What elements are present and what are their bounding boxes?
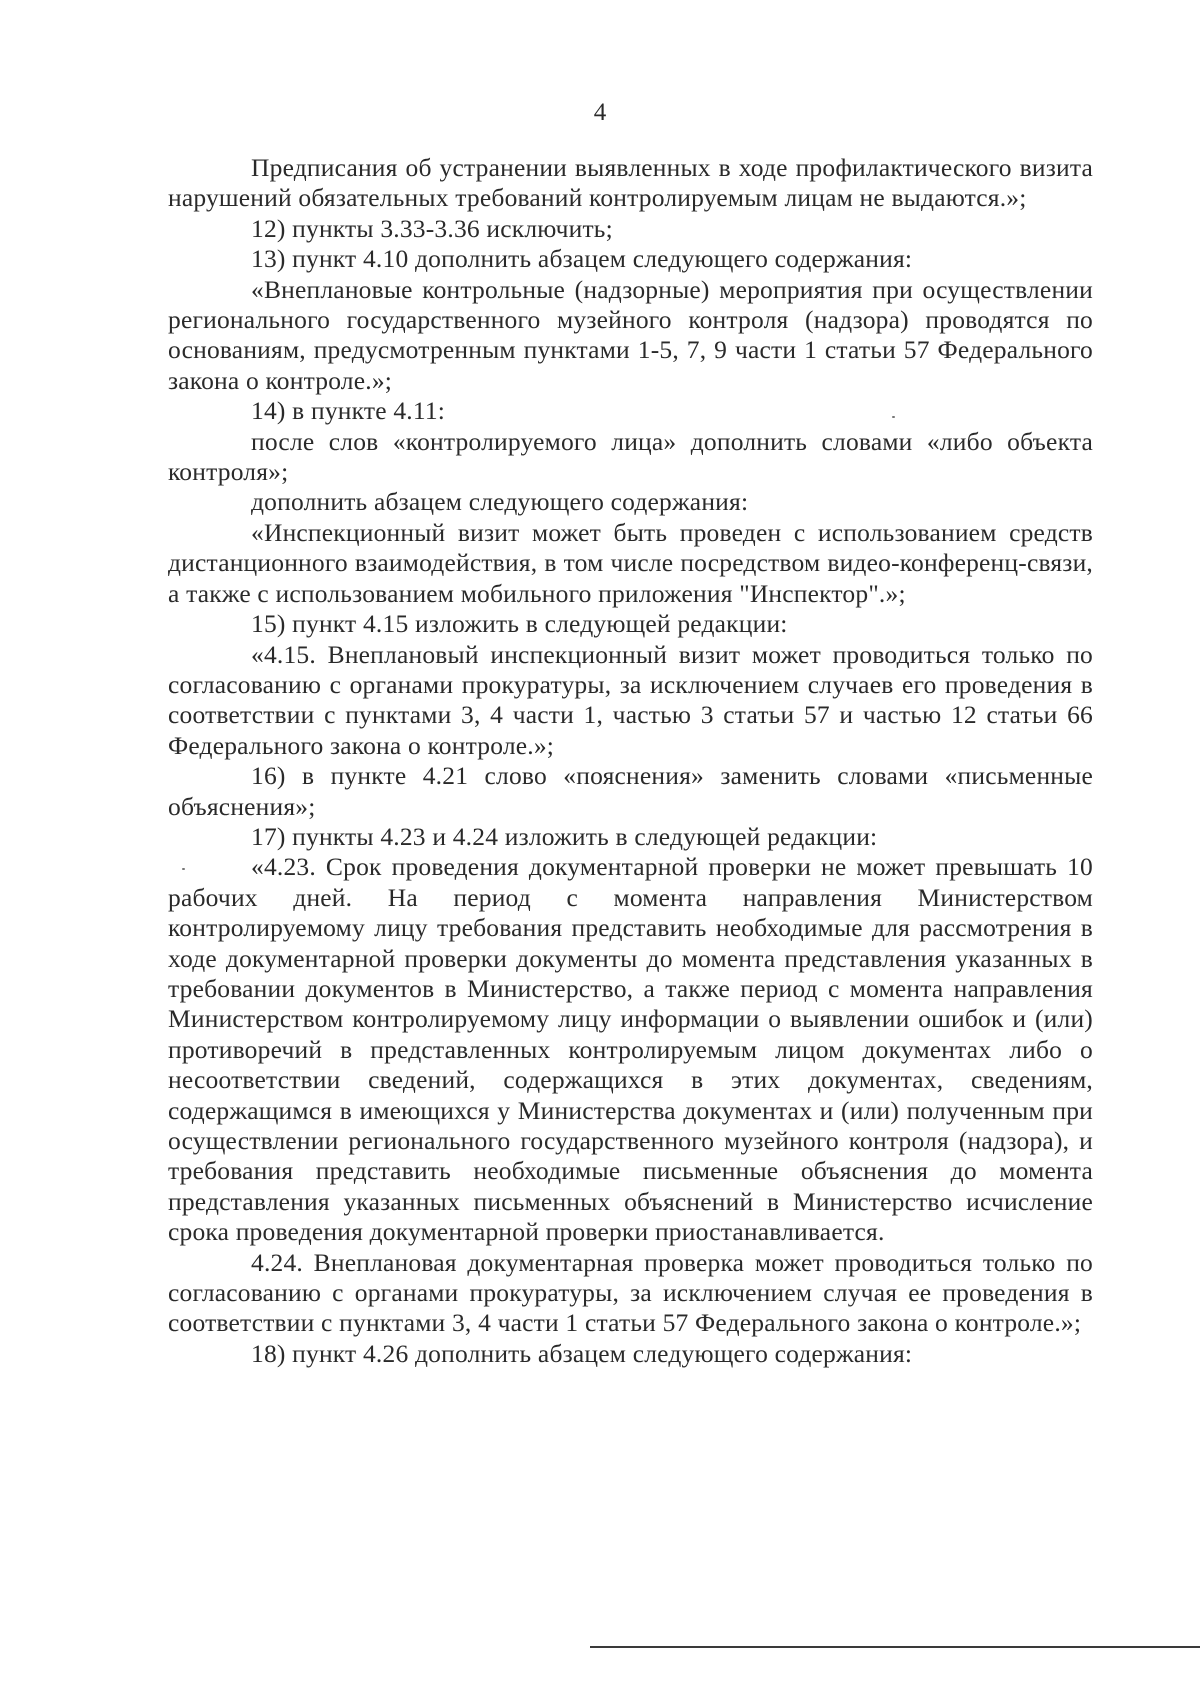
paragraph-clause-4-15: «4.15. Внеплановый инспекционный визит может проводиться только по согласованию с органами прокуратуры, за исключением случаев его проведения в соответствии с пунктами 3, 4 части 1, частью 3 статьи 57 и частью 12 статьи 66 Федерального закона о контроле.»; — [168, 639, 1093, 760]
paragraph-prescriptions: Предписания об устранении выявленных в ходе профилактического визита нарушений обязательных требований контролируемым лицам не выдаются.»; — [168, 153, 1093, 213]
paragraph-item-13: 13) пункт 4.10 дополнить абзацем следующего содержания: — [251, 244, 913, 274]
bottom-scan-line — [590, 1646, 1200, 1648]
paragraph-inspection-visit-remote: «Инспекционный визит может быть проведен с использованием средств дистанционного взаимодействия, в том числе посредством видео-конференц-связи, а также с использованием мобильного приложения "Инспектор".»; — [168, 517, 1093, 608]
paragraph-unscheduled-measures: «Внеплановые контрольные (надзорные) мероприятия при осуществлении регионального государственного музейного контроля (надзора) проводятся по основаниям, предусмотренным пунктами 1-5, 7, 9 части 1 статьи 57 Федерального закона о контроле.»; — [168, 274, 1093, 395]
paragraph-item-17: 17) пункты 4.23 и 4.24 изложить в следующей редакции: — [251, 821, 878, 851]
paragraph-item-12: 12) пункты 3.33-3.36 исключить; — [251, 213, 613, 243]
paragraph-item-15: 15) пункт 4.15 изложить в следующей редакции: — [251, 609, 788, 639]
paragraph-clause-4-23: «4.23. Срок проведения документарной проверки не может превышать 10 рабочих дней. На период с момента направления Министерством контролируемому лицу требования представить необходимые для рассмотрения в ходе документарной проверки документы до момента представления указанных в требовании документов в Министерство, а также период с момента направления Министерством контролируемому лицу информации о выявлении ошибок и (или) противоречий в представленных контролируемым лицом документах либо о несоответствии сведений, содержащихся в этих документах, сведениям, содержащимся в имеющихся у Министерства документах и (или) полученным при осуществлении регионального государственного музейного контроля (надзора), и требования представить необходимые письменные объяснения до момента представления указанных письменных объяснений в Министерство исчисление срока проведения документарной проверки приостанавливается. — [168, 852, 1093, 1247]
paragraph-item-18: 18) пункт 4.26 дополнить абзацем следующего содержания: — [251, 1338, 913, 1368]
scan-speck — [892, 416, 895, 418]
paragraph-add-paragraph: дополнить абзацем следующего содержания: — [251, 487, 749, 517]
paragraph-item-14: 14) в пункте 4.11: — [251, 396, 446, 426]
paragraph-item-16: 16) в пункте 4.21 слово «пояснения» заменить словами «письменные объяснения»; — [168, 761, 1093, 821]
document-body — [168, 153, 1093, 1369]
paragraph-clause-4-24: 4.24. Внеплановая документарная проверка может проводиться только по согласованию с органами прокуратуры, за исключением случая ее проведения в соответствии с пунктами 3, 4 части 1 статьи 57 Федерального закона о контроле.»; — [168, 1247, 1093, 1338]
page-number: 4 — [593, 99, 607, 126]
scan-speck — [182, 868, 185, 870]
paragraph-after-words: после слов «контролируемого лица» дополнить словами «либо объекта контроля»; — [168, 426, 1093, 487]
